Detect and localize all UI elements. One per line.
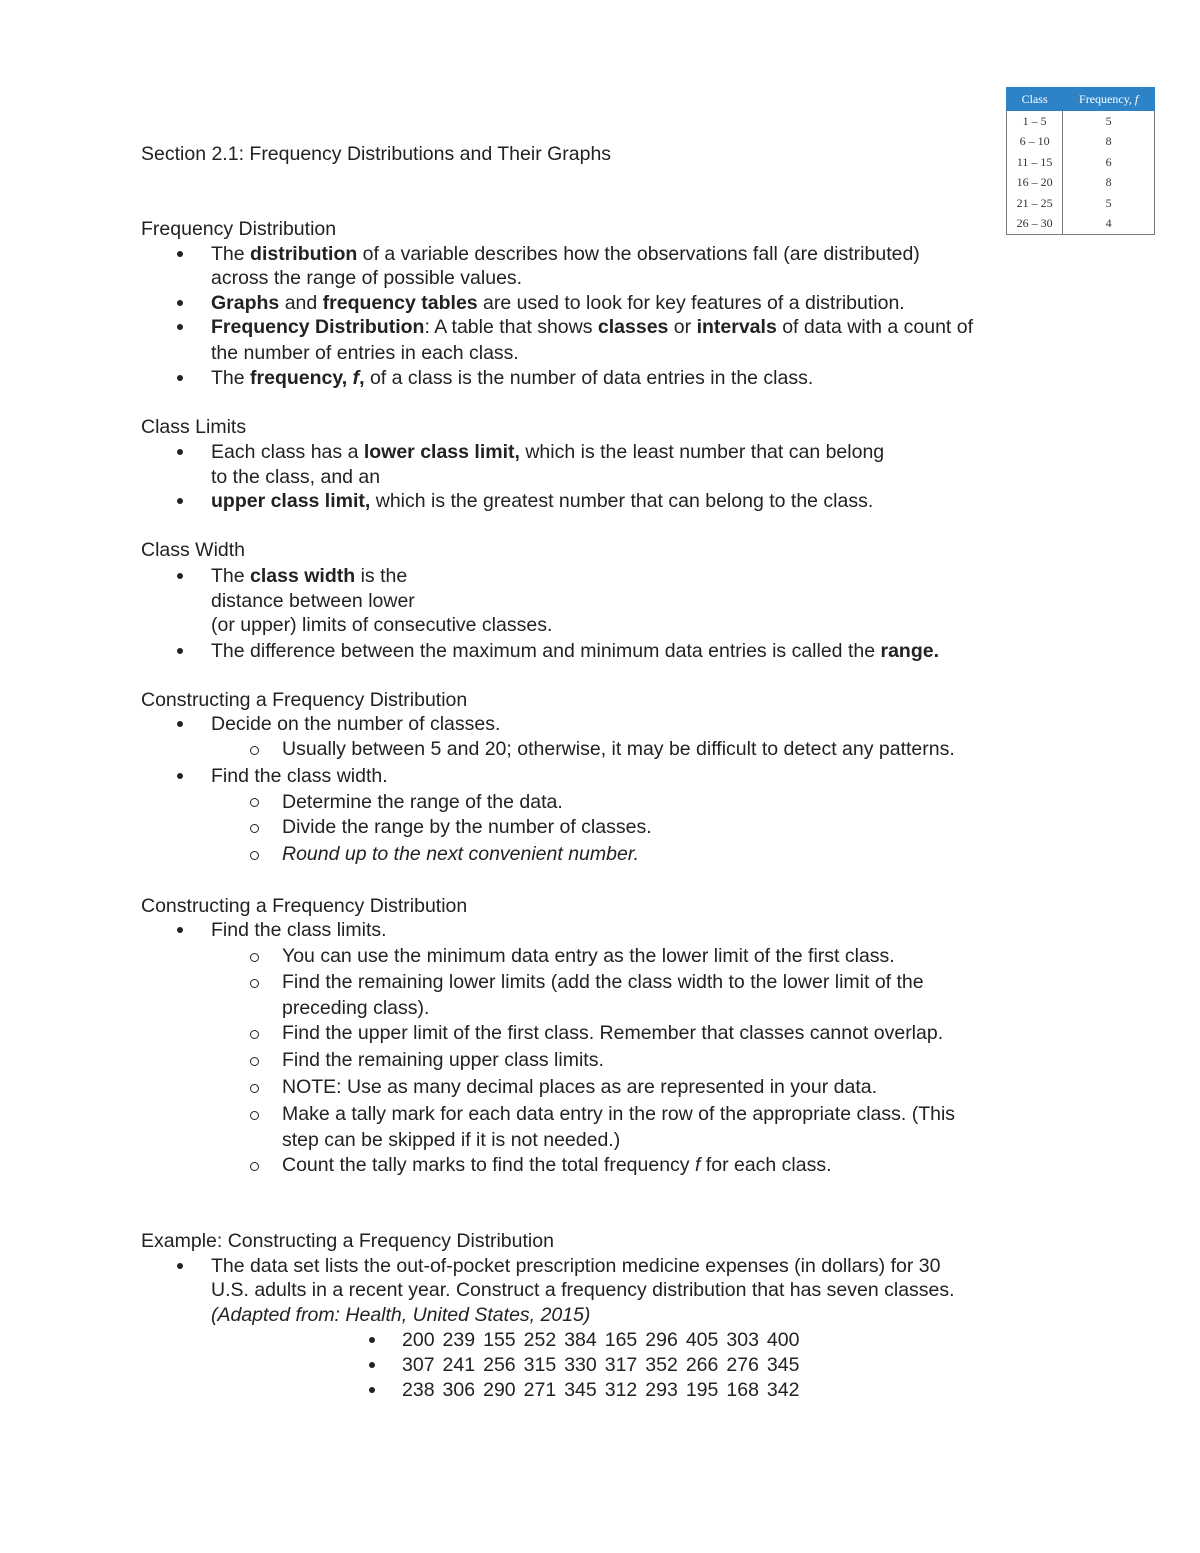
class-cell: 1 – 5 [1007, 111, 1063, 132]
data-value: 307 [402, 1354, 435, 1376]
class-cell: 16 – 20 [1007, 173, 1063, 194]
sub-list-item: Round up to the next convenient number. [282, 843, 640, 865]
circle-bullet-icon [250, 1111, 259, 1120]
table-row [1007, 111, 1155, 132]
data-value: 306 [442, 1379, 476, 1401]
section-heading: Constructing a Frequency Distribution [141, 895, 468, 917]
list-item-continued: across the range of possible values. [211, 267, 523, 289]
circle-bullet-icon [250, 851, 259, 860]
data-value: 312 [604, 1379, 638, 1401]
data-value: 256 [483, 1354, 516, 1376]
circle-bullet-icon [250, 1084, 259, 1093]
data-value: 168 [726, 1379, 759, 1401]
data-row [402, 1378, 807, 1402]
sub-list-item-continued: preceding class). [282, 997, 430, 1019]
frequency-cell: 5 [1063, 193, 1155, 214]
data-value: 165 [604, 1329, 638, 1351]
bullet-icon [177, 449, 183, 455]
bullet-icon [177, 648, 183, 654]
data-value: 330 [564, 1354, 597, 1376]
frequency-cell: 6 [1063, 152, 1155, 173]
list-item-continued: (or upper) limits of consecutive classes. [211, 614, 553, 636]
list-item-continued: distance between lower [211, 590, 415, 612]
bullet-icon [177, 1263, 183, 1269]
class-cell: 6 – 10 [1007, 132, 1063, 153]
data-value: 352 [645, 1354, 678, 1376]
frequency-cell: 4 [1063, 214, 1155, 235]
sub-list-item: Make a tally mark for each data entry in the row of the appropriate class. (This [282, 1103, 956, 1125]
data-value: 342 [766, 1379, 800, 1401]
data-row [402, 1353, 807, 1377]
data-value: 405 [685, 1329, 719, 1351]
circle-bullet-icon [250, 953, 259, 962]
data-value: 239 [442, 1329, 476, 1351]
data-value: 303 [726, 1329, 759, 1351]
data-value: 345 [564, 1379, 597, 1401]
class-cell: 11 – 15 [1007, 152, 1063, 173]
data-row [402, 1328, 807, 1352]
frequency-header: Frequency, f [1063, 88, 1155, 111]
sub-list-item: Find the remaining upper class limits. [282, 1049, 604, 1071]
section-heading: Frequency Distribution [141, 218, 337, 240]
section-heading: Constructing a Frequency Distribution [141, 689, 468, 711]
list-item: Find the class width. [211, 765, 388, 787]
sub-list-item: Divide the range by the number of classes. [282, 816, 652, 838]
data-value: 155 [483, 1329, 516, 1351]
bullet-icon [177, 300, 183, 306]
frequency-cell: 5 [1063, 111, 1155, 132]
data-value: 315 [523, 1354, 557, 1376]
section-heading: Example: Constructing a Frequency Distribution [141, 1230, 554, 1252]
section-heading: Class Width [141, 539, 246, 561]
frequency-cell: 8 [1063, 132, 1155, 153]
list-item: Find the class limits. [211, 919, 387, 941]
circle-bullet-icon [250, 1162, 259, 1171]
list-item: Frequency Distribution: A table that shows classes or intervals of data with a count of [211, 316, 974, 338]
list-item: The distribution of a variable describes how the observations fall (are distributed) [211, 243, 920, 265]
data-value: 400 [766, 1329, 800, 1351]
circle-bullet-icon [250, 1057, 259, 1066]
frequency-table-header [1007, 88, 1155, 111]
data-value: 290 [483, 1379, 516, 1401]
circle-bullet-icon [250, 798, 259, 807]
sub-list-item: Count the tally marks to find the total frequency f for each class. [282, 1154, 832, 1176]
list-item: Each class has a lower class limit, which is the least number that can belong [211, 441, 885, 463]
sub-list-item: Usually between 5 and 20; otherwise, it may be difficult to detect any patterns. [282, 738, 955, 760]
sub-list-item: NOTE: Use as many decimal places as are represented in your data. [282, 1076, 878, 1098]
table-row [1007, 193, 1155, 214]
data-value: 293 [645, 1379, 678, 1401]
data-value: 296 [645, 1329, 678, 1351]
circle-bullet-icon [250, 979, 259, 988]
data-value: 276 [726, 1354, 759, 1376]
frequency-cell: 8 [1063, 173, 1155, 194]
data-value: 252 [523, 1329, 557, 1351]
data-value: 266 [685, 1354, 719, 1376]
list-item-continued: to the class, and an [211, 466, 381, 488]
bullet-icon [369, 1362, 375, 1368]
section-heading: Class Limits [141, 416, 247, 438]
data-value: 384 [564, 1329, 597, 1351]
data-value: 317 [604, 1354, 638, 1376]
class-header: Class [1007, 88, 1063, 111]
list-item: upper class limit, which is the greatest number that can belong to the class. [211, 490, 874, 512]
page-title: Section 2.1: Frequency Distributions and Their Graphs [141, 143, 612, 165]
bullet-icon [369, 1337, 375, 1343]
bullet-icon [177, 773, 183, 779]
data-value: 241 [442, 1354, 476, 1376]
circle-bullet-icon [250, 746, 259, 755]
table-row [1007, 173, 1155, 194]
list-item: The data set lists the out-of-pocket prescription medicine expenses (in dollars) for 30 [211, 1255, 941, 1277]
circle-bullet-icon [250, 1030, 259, 1039]
sub-list-item: Determine the range of the data. [282, 791, 563, 813]
table-row [1007, 214, 1155, 235]
list-item: The class width is the [211, 565, 408, 587]
list-item-continued: the number of entries in each class. [211, 342, 519, 364]
bullet-icon [177, 498, 183, 504]
list-item: The frequency, f, of a class is the number of data entries in the class. [211, 367, 814, 389]
bullet-icon [177, 721, 183, 727]
sub-list-item: Find the upper limit of the first class. Remember that classes cannot overlap. [282, 1022, 944, 1044]
table-row [1007, 132, 1155, 153]
data-value: 200 [402, 1329, 435, 1351]
bullet-icon [369, 1387, 375, 1393]
bullet-icon [177, 573, 183, 579]
data-value: 345 [766, 1354, 800, 1376]
bullet-icon [177, 324, 183, 330]
class-cell: 21 – 25 [1007, 193, 1063, 214]
data-value: 271 [523, 1379, 557, 1401]
bullet-icon [177, 927, 183, 933]
sub-list-item: Find the remaining lower limits (add the class width to the lower limit of the [282, 971, 924, 993]
bullet-icon [177, 251, 183, 257]
list-item: Graphs and frequency tables are used to look for key features of a distribution. [211, 292, 905, 314]
sub-list-item: You can use the minimum data entry as the lower limit of the first class. [282, 945, 895, 967]
list-item: Decide on the number of classes. [211, 713, 501, 735]
list-item: The difference between the maximum and minimum data entries is called the range. [211, 640, 940, 662]
bullet-icon [177, 375, 183, 381]
data-value: 238 [402, 1379, 435, 1401]
sub-list-item-continued: step can be skipped if it is not needed.) [282, 1129, 621, 1151]
table-row [1007, 152, 1155, 173]
list-item-citation: (Adapted from: Health, United States, 2015) [211, 1304, 591, 1326]
list-item-continued: U.S. adults in a recent year. Construct a frequency distribution that has seven classes. [211, 1279, 955, 1301]
frequency-table [1006, 87, 1155, 235]
circle-bullet-icon [250, 824, 259, 833]
class-cell: 26 – 30 [1007, 214, 1063, 235]
data-value: 195 [685, 1379, 719, 1401]
